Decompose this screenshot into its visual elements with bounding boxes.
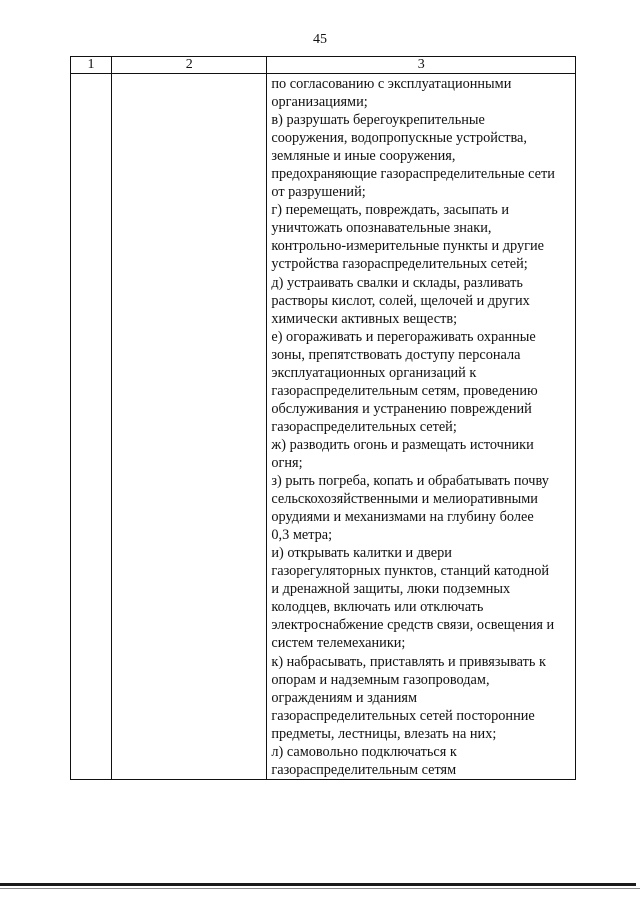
text-line: колодцев, включать или отключать <box>271 599 484 616</box>
page-bottom-rule-thin <box>0 888 640 889</box>
text-line: устройства газораспределительных сетей; <box>271 256 528 273</box>
text-line: обслуживания и устранению повреждений <box>271 400 532 417</box>
text-line: газораспределительных сетей; <box>271 418 457 435</box>
text-line: и) открывать калитки и двери <box>271 545 452 562</box>
text-line: химически активных веществ; <box>271 310 458 327</box>
column-1-cell <box>71 74 112 780</box>
table-header-row <box>71 57 576 74</box>
text-line: газораспределительных сетей посторонние <box>271 707 535 724</box>
text-line: ж) разводить огонь и размещать источники <box>271 436 534 453</box>
column-3-cell <box>267 74 576 780</box>
page-bottom-rule <box>0 883 636 886</box>
text-line: сооружения, водопропускные устройства, <box>271 130 527 147</box>
text-line: г) перемещать, повреждать, засыпать и <box>271 202 510 219</box>
text-line: л) самовольно подключаться к <box>271 743 457 760</box>
text-line: газораспределительным сетям <box>271 761 457 778</box>
text-line: е) огораживать и перегораживать охранные <box>271 328 536 345</box>
text-line: систем телемеханики; <box>271 635 406 652</box>
text-line: от разрушений; <box>271 184 366 201</box>
column-2-cell <box>112 74 267 780</box>
column-header-2: 2 <box>112 57 267 74</box>
page-number: 45 <box>313 32 327 47</box>
text-line: по согласованию с эксплуатационными <box>271 76 512 92</box>
text-line: 0,3 метра; <box>271 527 333 544</box>
text-line: организациями; <box>271 94 368 111</box>
text-line: уничтожать опознавательные знаки, <box>271 220 492 237</box>
text-line: растворы кислот, солей, щелочей и других <box>271 292 530 309</box>
text-line: контрольно-измерительные пункты и другие <box>271 238 544 255</box>
text-line: газораспределительным сетям, проведению <box>271 382 538 399</box>
text-line: зоны, препятствовать доступу персонала <box>271 346 521 363</box>
text-line: сельскохозяйственными и мелиоративными <box>271 491 538 508</box>
text-line: предохраняющие газораспределительные сети <box>271 166 555 183</box>
text-line: электроснабжение средств связи, освещения и <box>271 617 555 634</box>
text-line: опорам и надземным газопроводам, <box>271 671 490 688</box>
text-line: орудиями и механизмами на глубину более <box>271 509 534 526</box>
text-line: газорегуляторных пунктов, станций катодной <box>271 563 550 580</box>
text-line: и дренажной защиты, люки подземных <box>271 581 511 598</box>
text-line: ограждениям и зданиям <box>271 689 418 706</box>
text-line: д) устраивать свалки и склады, разливать <box>271 274 523 291</box>
text-line: к) набрасывать, приставлять и привязывать к <box>271 653 546 670</box>
text-line: огня; <box>271 454 303 471</box>
text-line: эксплуатационных организаций к <box>271 364 477 381</box>
text-line: в) разрушать берегоукрепительные <box>271 112 485 129</box>
document-table <box>70 56 576 780</box>
column-header-3: 3 <box>267 57 576 74</box>
column-header-1: 1 <box>71 57 112 74</box>
text-line: земляные и иные сооружения, <box>271 148 456 165</box>
text-line: предметы, лестницы, влезать на них; <box>271 725 497 742</box>
column-3-text <box>271 75 573 779</box>
text-line: з) рыть погреба, копать и обрабатывать почву <box>271 473 549 490</box>
table-row <box>71 74 576 780</box>
